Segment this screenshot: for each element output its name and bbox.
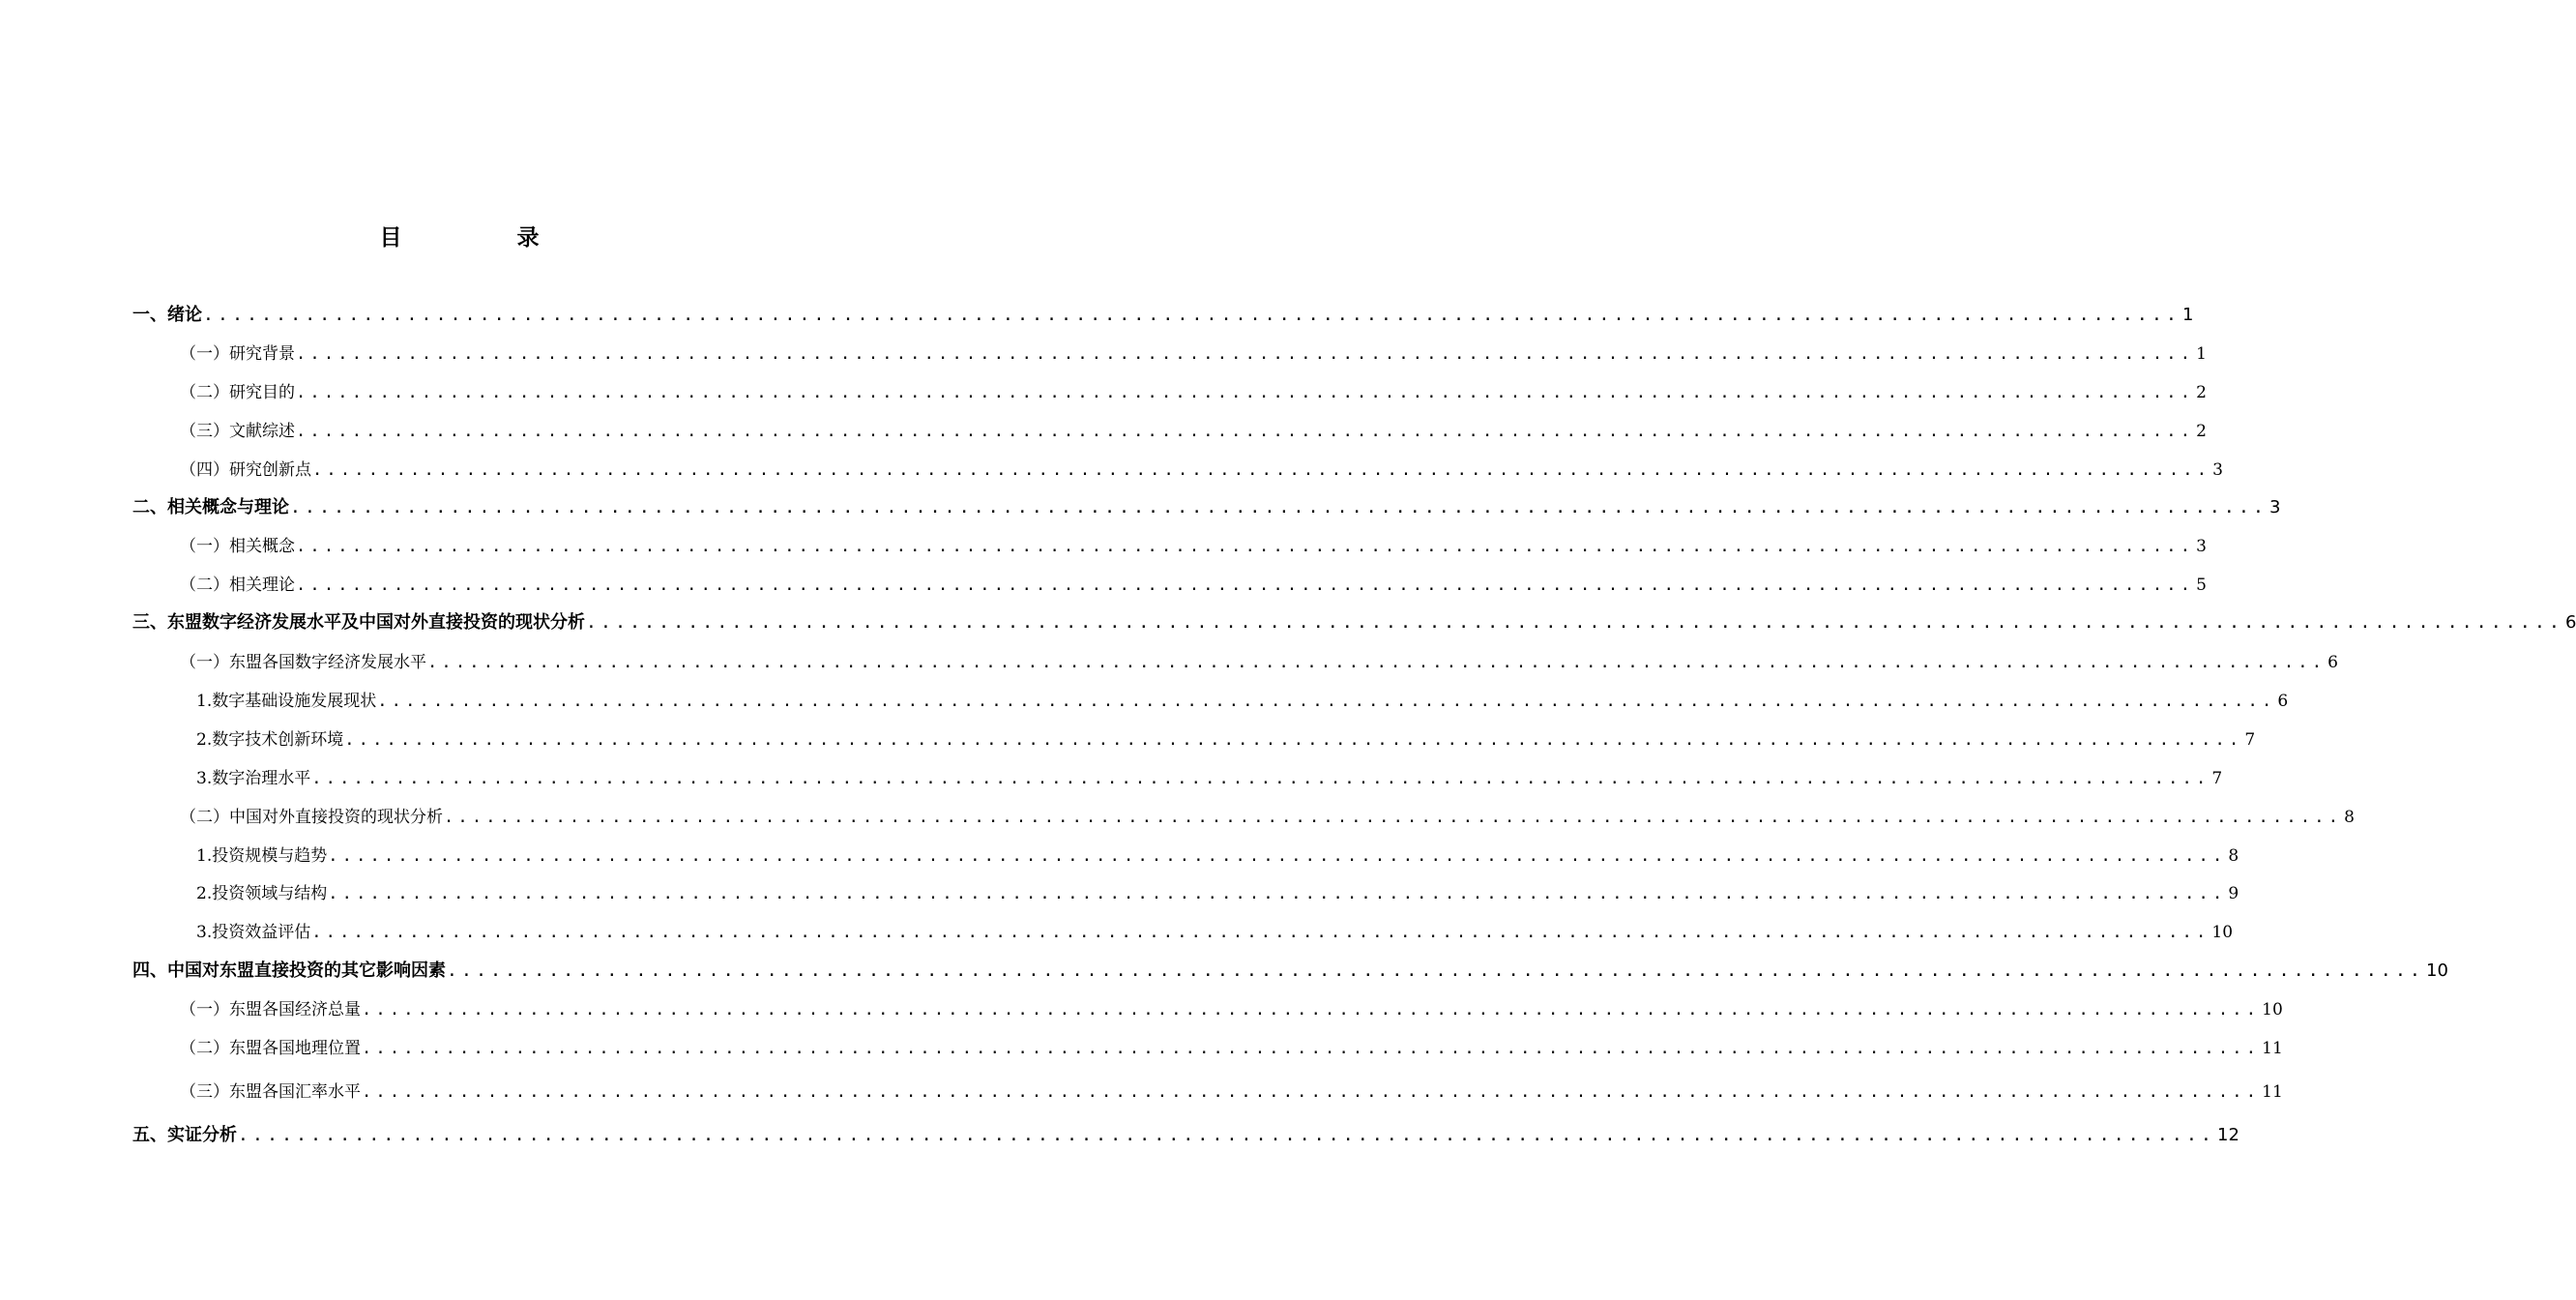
toc-entry-label: 3.数字治理水平 xyxy=(196,769,311,788)
toc-entry-page: 2 xyxy=(2196,383,2207,402)
toc-entry[interactable] xyxy=(180,418,2207,445)
toc-entry[interactable] xyxy=(180,340,2207,368)
toc-entry-page: 3 xyxy=(2196,537,2207,556)
dot-leader: ........................................................................................................................................ xyxy=(447,960,2425,981)
dot-leader: ........................................................................................................................................ xyxy=(362,1039,2261,1058)
toc-entry[interactable] xyxy=(180,379,2207,406)
toc-entry-page: 10 xyxy=(2211,923,2234,942)
dot-leader: ........................................................................................................................................ xyxy=(362,1082,2261,1102)
toc-entry[interactable] xyxy=(180,533,2207,560)
toc-entry[interactable] xyxy=(132,302,2194,329)
toc-entry-page: 11 xyxy=(2262,1082,2283,1102)
dot-leader: ........................................................................................................................................ xyxy=(296,537,2195,556)
toc-entry-label: 五、实证分析 xyxy=(132,1125,237,1145)
dot-leader: ........................................................................................................................................ xyxy=(311,769,2210,788)
toc-entry-page: 12 xyxy=(2217,1125,2239,1145)
toc-entry-label: （三）文献综述 xyxy=(180,422,295,441)
toc-entry-page: 3 xyxy=(2269,497,2281,517)
dot-leader: ........................................................................................................................................ xyxy=(344,730,2243,750)
toc-entry[interactable] xyxy=(132,1122,2239,1149)
toc-entry-label: 2.投资领域与结构 xyxy=(196,884,328,903)
page-title: 目 录 xyxy=(379,225,586,251)
toc-entry[interactable] xyxy=(180,457,2223,484)
dot-leader: ........................................................................................................................................ xyxy=(296,422,2195,441)
toc-entry-label: 3.投资效益评估 xyxy=(196,923,311,942)
toc-entry-label: 二、相关概念与理论 xyxy=(132,497,289,517)
toc-entry-label: 三、东盟数字经济发展水平及中国对外直接投资的现状分析 xyxy=(132,612,585,633)
toc-entry[interactable] xyxy=(132,609,2576,636)
toc-entry[interactable] xyxy=(180,1078,2283,1106)
dot-leader: ........................................................................................................................................ xyxy=(290,497,2269,517)
toc-entry-label: （二）相关理论 xyxy=(180,576,295,595)
toc-entry-page: 1 xyxy=(2196,344,2207,364)
dot-leader: ........................................................................................................................................ xyxy=(328,846,2227,866)
toc-entry-label: 四、中国对东盟直接投资的其它影响因素 xyxy=(132,960,446,981)
toc-entry-label: （四）研究创新点 xyxy=(180,460,311,480)
dot-leader: ........................................................................................................................................ xyxy=(296,344,2195,364)
dot-leader: ........................................................................................................................................ xyxy=(586,612,2564,633)
toc-entry-page: 8 xyxy=(2344,808,2355,827)
toc-entry-label: 1.投资规模与趋势 xyxy=(196,846,328,866)
toc-entry[interactable] xyxy=(196,842,2239,870)
toc-entry[interactable] xyxy=(196,919,2234,946)
toc-entry-label: （一）东盟各国经济总量 xyxy=(180,1000,361,1019)
dot-leader: ........................................................................................................................................ xyxy=(444,808,2343,827)
toc-entry-label: （三）东盟各国汇率水平 xyxy=(180,1082,361,1102)
dot-leader: ........................................................................................................................................ xyxy=(238,1125,2216,1145)
toc-entry[interactable] xyxy=(196,765,2223,792)
toc-entry[interactable] xyxy=(196,688,2289,715)
toc-entry-label: （一）相关概念 xyxy=(180,537,295,556)
toc-entry[interactable] xyxy=(180,996,2283,1023)
toc-entry-label: 2.数字技术创新环境 xyxy=(196,730,344,750)
toc-entry-page: 5 xyxy=(2196,576,2207,595)
toc-entry-page: 7 xyxy=(2211,769,2223,788)
toc-entry[interactable] xyxy=(196,726,2256,753)
toc-entry-page: 6 xyxy=(2277,692,2289,711)
toc-entry-label: （二）东盟各国地理位置 xyxy=(180,1039,361,1058)
dot-leader: ........................................................................................................................................ xyxy=(328,884,2227,903)
toc-entry-label: （一）研究背景 xyxy=(180,344,295,364)
toc-entry-label: 一、绪论 xyxy=(132,305,202,325)
dot-leader: ........................................................................................................................................ xyxy=(296,383,2195,402)
dot-leader: ........................................................................................................................................ xyxy=(362,1000,2261,1019)
toc-entry-page: 8 xyxy=(2228,846,2239,866)
toc-entry-page: 9 xyxy=(2228,884,2239,903)
toc-entry-label: （二）中国对外直接投资的现状分析 xyxy=(180,808,443,827)
toc-entry-page: 10 xyxy=(2426,960,2448,981)
toc-entry-page: 7 xyxy=(2244,730,2256,750)
toc-entry[interactable] xyxy=(180,649,2338,676)
toc-entry-page: 6 xyxy=(2327,653,2338,672)
toc-entry-label: （二）研究目的 xyxy=(180,383,295,402)
toc-entry[interactable] xyxy=(196,880,2239,907)
dot-leader: ........................................................................................................................................ xyxy=(203,305,2181,325)
toc-entry-label: 1.数字基础设施发展现状 xyxy=(196,692,377,711)
toc-entry-page: 11 xyxy=(2262,1039,2283,1058)
toc-entry-page: 3 xyxy=(2212,460,2223,480)
dot-leader: ........................................................................................................................................ xyxy=(312,460,2211,480)
toc-entry[interactable] xyxy=(132,494,2281,521)
toc-entry[interactable] xyxy=(180,804,2355,831)
dot-leader: ........................................................................................................................................ xyxy=(377,692,2276,711)
toc-entry-page: 2 xyxy=(2196,422,2207,441)
toc-entry[interactable] xyxy=(132,958,2448,985)
dot-leader: ........................................................................................................................................ xyxy=(427,653,2327,672)
toc-entry[interactable] xyxy=(180,572,2207,599)
toc-entry-page: 6 xyxy=(2565,612,2576,633)
toc-entry-page: 1 xyxy=(2182,305,2194,325)
toc-entry-label: （一）东盟各国数字经济发展水平 xyxy=(180,653,426,672)
dot-leader: ........................................................................................................................................ xyxy=(296,576,2195,595)
toc-entry-page: 10 xyxy=(2262,1000,2283,1019)
dot-leader: ........................................................................................................................................ xyxy=(311,923,2210,942)
toc-entry[interactable] xyxy=(180,1035,2283,1062)
